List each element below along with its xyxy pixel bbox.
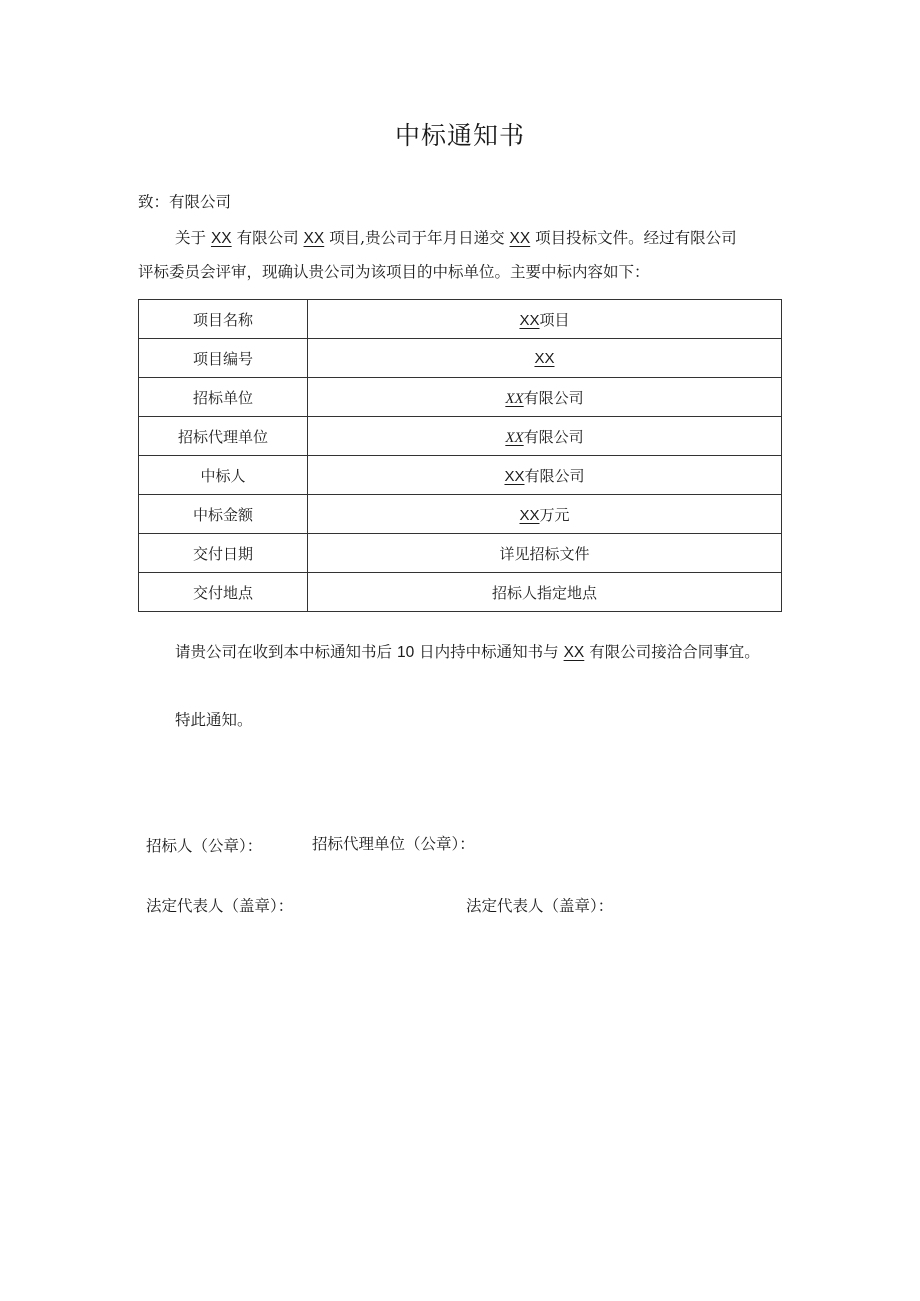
placeholder-xx: XX (505, 429, 524, 446)
row-label: 交付地点 (139, 573, 308, 612)
value-text: 有限公司 (523, 388, 584, 407)
intro-text-2: 有限公司 (236, 229, 299, 247)
request-text-3: 有限公司接洽合同事宜。 (589, 643, 760, 661)
placeholder-xx: XX (519, 311, 540, 329)
intro-line-1 (138, 228, 788, 249)
row-value (308, 339, 782, 378)
table-row (139, 534, 782, 573)
request-text-2: 日内持中标通知书与 (419, 643, 559, 661)
table-row (139, 495, 782, 534)
row-value (308, 573, 782, 612)
row-value (308, 534, 782, 573)
tenderer-seal-label: 招标人（公章）： (146, 837, 263, 855)
award-details-table (138, 299, 782, 612)
placeholder-xx: XX (519, 506, 540, 524)
placeholder-xx: XX (504, 467, 525, 485)
row-label: 中标人 (139, 456, 308, 495)
intro-line-2: 评标委员会评审，现确认贵公司为该项目的中标单位。主要中标内容如下： (138, 263, 650, 281)
row-label: 招标单位 (139, 378, 308, 417)
legal-rep-left-label: 法定代表人（盖章）： (146, 897, 294, 915)
intro-text-3: 项目,贵公司于年月日递交 (329, 229, 505, 247)
value-text: 有限公司 (523, 427, 584, 446)
value-text: 项目 (539, 310, 570, 329)
intro-text-4: 项目投标文件。经过有限公司 (535, 229, 737, 247)
row-value (308, 378, 782, 417)
row-label: 交付日期 (139, 534, 308, 573)
placeholder-xx: XX (534, 350, 555, 367)
request-text-1: 请贵公司在收到本中标通知书后 (175, 643, 393, 661)
table-row (139, 456, 782, 495)
days-value: 10 (396, 644, 415, 661)
table-row (139, 339, 782, 378)
salutation: 致：有限公司 (138, 193, 232, 211)
placeholder-xx: XX (563, 644, 585, 661)
intro-text-1: 关于 (175, 229, 207, 247)
row-label: 招标代理单位 (139, 417, 308, 456)
row-label: 中标金额 (139, 495, 308, 534)
agency-seal-label: 招标代理单位（公章）： (312, 835, 475, 853)
value-text: 招标人指定地点 (491, 583, 597, 602)
request-paragraph (138, 634, 788, 671)
closing-text: 特此通知。 (175, 711, 253, 729)
placeholder-xx: XX (505, 390, 524, 407)
value-text: 详见招标文件 (499, 544, 590, 563)
table-row (139, 573, 782, 612)
table-row (139, 378, 782, 417)
value-text: 万元 (539, 505, 570, 524)
row-value (308, 495, 782, 534)
row-label: 项目编号 (139, 339, 308, 378)
placeholder-xx: XX (303, 230, 325, 247)
placeholder-xx: XX (509, 230, 531, 247)
legal-rep-right-label: 法定代表人（盖章）： (466, 897, 614, 915)
document-title: 中标通知书 (394, 121, 525, 150)
placeholder-xx: XX (210, 230, 232, 247)
value-text: 有限公司 (524, 466, 585, 485)
table-row (139, 300, 782, 339)
table-row (139, 417, 782, 456)
row-value (308, 417, 782, 456)
row-value (308, 300, 782, 339)
row-value (308, 456, 782, 495)
row-label: 项目名称 (139, 300, 308, 339)
